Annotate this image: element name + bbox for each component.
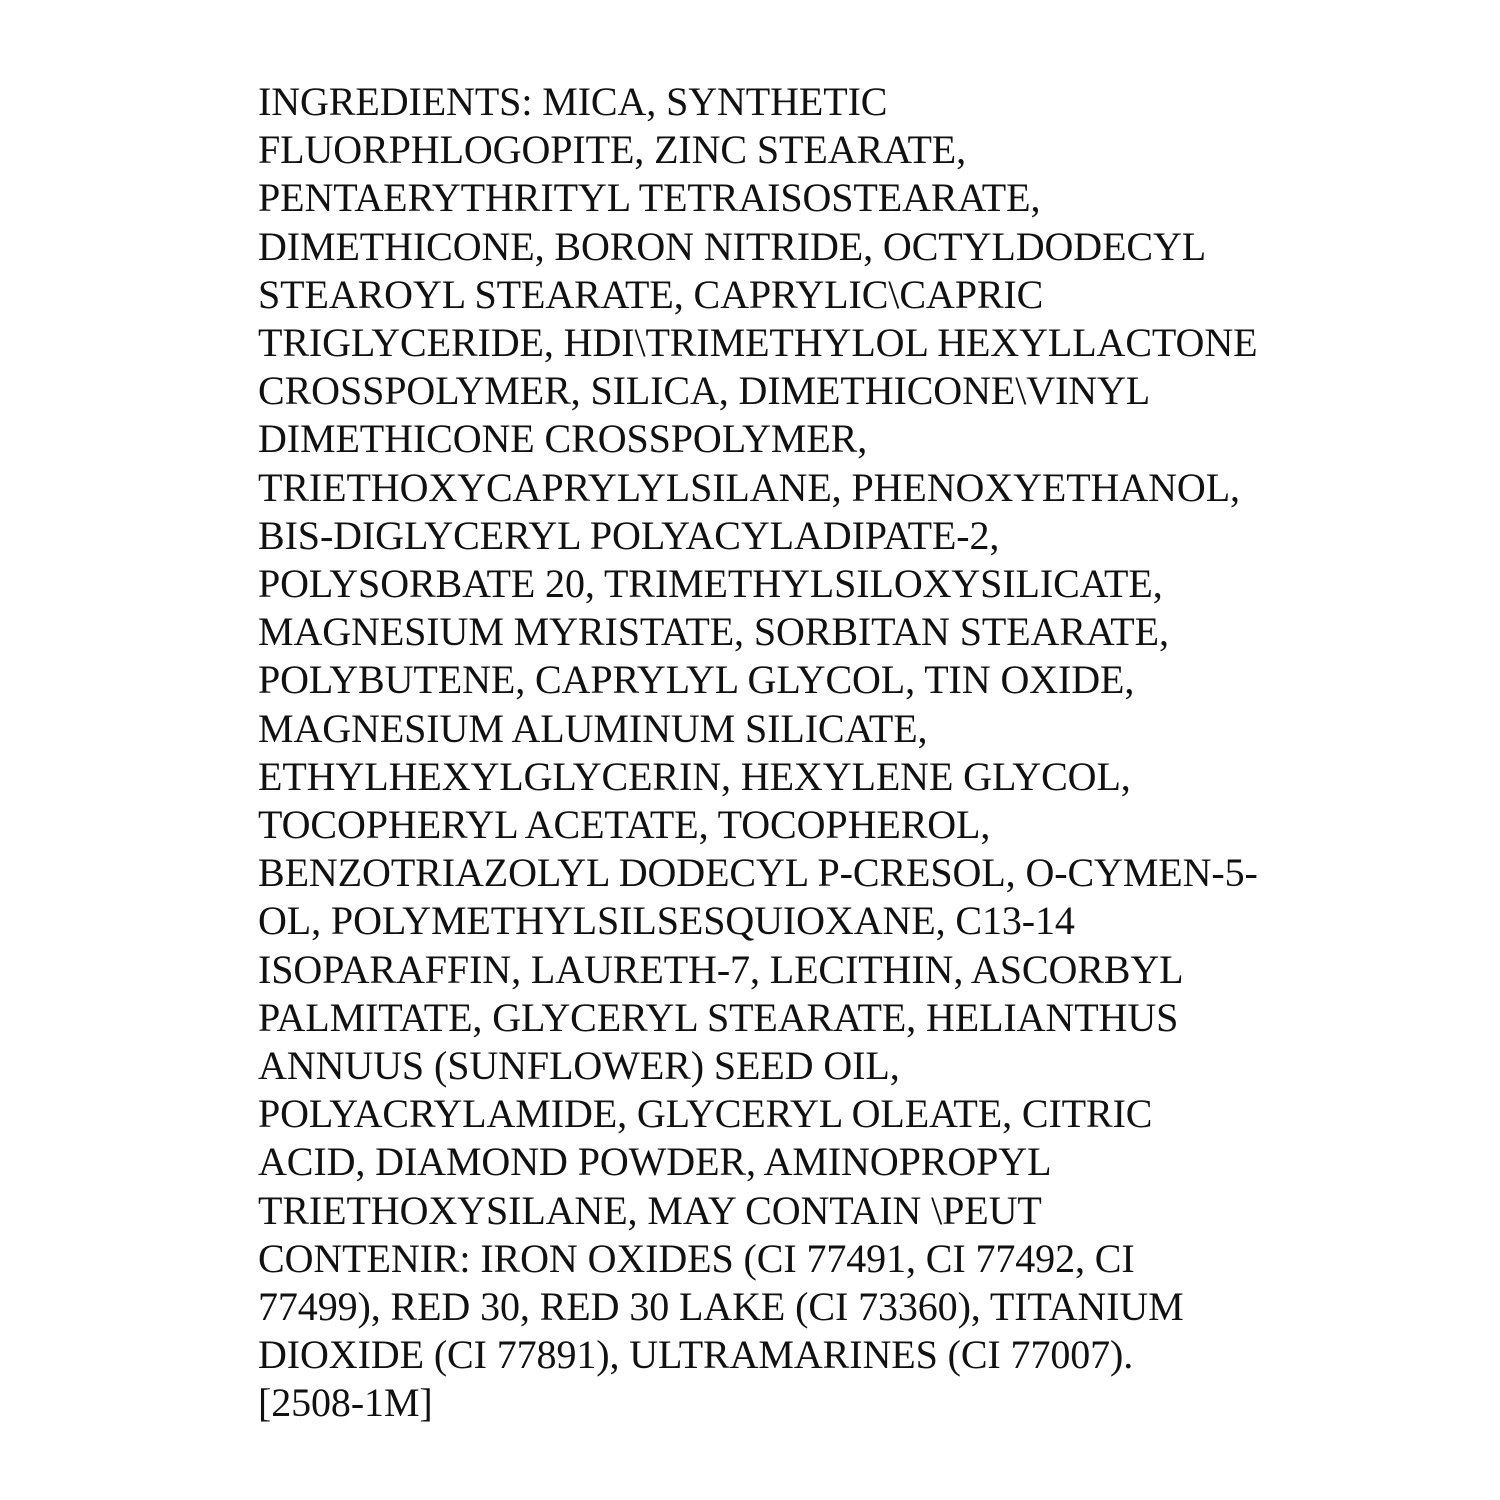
ingredients-line: STEAROYL STEARATE, CAPRYLIC\CAPRIC	[258, 271, 1044, 317]
ingredients-line: BIS-DIGLYCERYL POLYACYLADIPATE-2,	[258, 512, 1000, 558]
ingredients-line: TOCOPHERYL ACETATE, TOCOPHEROL,	[258, 802, 991, 848]
ingredients-text-block	[258, 78, 1258, 1428]
ingredients-line: [2508-1M]	[258, 1380, 433, 1426]
ingredients-line: POLYSORBATE 20, TRIMETHYLSILOXYSILICATE,	[258, 561, 1163, 607]
ingredients-line: FLUORPHLOGOPITE, ZINC STEARATE,	[258, 127, 967, 173]
ingredients-line: TRIGLYCERIDE, HDI\TRIMETHYLOL HEXYLLACTONE	[258, 320, 1258, 366]
ingredients-line: ANNUUS (SUNFLOWER) SEED OIL,	[258, 1043, 900, 1089]
ingredients-line: DIMETHICONE, BORON NITRIDE, OCTYLDODECYL	[258, 223, 1207, 269]
ingredients-line: ETHYLHEXYLGLYCERIN, HEXYLENE GLYCOL,	[258, 753, 1131, 799]
ingredients-line: CROSSPOLYMER, SILICA, DIMETHICONE\VINYL	[258, 368, 1151, 414]
ingredients-line: POLYBUTENE, CAPRYLYL GLYCOL, TIN OXIDE,	[258, 657, 1135, 703]
ingredients-line: CONTENIR: IRON OXIDES (CI 77491, CI 77492, CI	[258, 1235, 1135, 1281]
ingredients-line: ISOPARAFFIN, LAURETH-7, LECITHIN, ASCORBYL	[258, 946, 1184, 992]
ingredients-line: POLYACRYLAMIDE, GLYCERYL OLEATE, CITRIC	[258, 1091, 1153, 1137]
ingredients-line: TRIETHOXYSILANE, MAY CONTAIN \PEUT	[258, 1187, 1042, 1233]
ingredients-line: 77499), RED 30, RED 30 LAKE (CI 73360), TITANIUM	[258, 1284, 1184, 1330]
ingredients-line: ACID, DIAMOND POWDER, AMINOPROPYL	[258, 1139, 1052, 1185]
ingredients-line: MAGNESIUM MYRISTATE, SORBITAN STEARATE,	[258, 609, 1169, 655]
ingredients-line: BENZOTRIAZOLYL DODECYL P-CRESOL, O-CYMEN-5-	[258, 850, 1258, 896]
ingredients-line: TRIETHOXYCAPRYLYLSILANE, PHENOXYETHANOL,	[258, 464, 1240, 510]
ingredients-line: DIOXIDE (CI 77891), ULTRAMARINES (CI 77007).	[258, 1332, 1134, 1378]
ingredients-line: PENTAERYTHRITYL TETRAISOSTEARATE,	[258, 175, 1041, 221]
ingredients-line: MAGNESIUM ALUMINUM SILICATE,	[258, 705, 928, 751]
ingredients-line: DIMETHICONE CROSSPOLYMER,	[258, 416, 868, 462]
ingredients-line: INGREDIENTS: MICA, SYNTHETIC	[258, 79, 888, 124]
ingredients-line: PALMITATE, GLYCERYL STEARATE, HELIANTHUS	[258, 994, 1179, 1040]
ingredients-line: OL, POLYMETHYLSILSESQUIOXANE, C13-14	[258, 898, 1075, 944]
